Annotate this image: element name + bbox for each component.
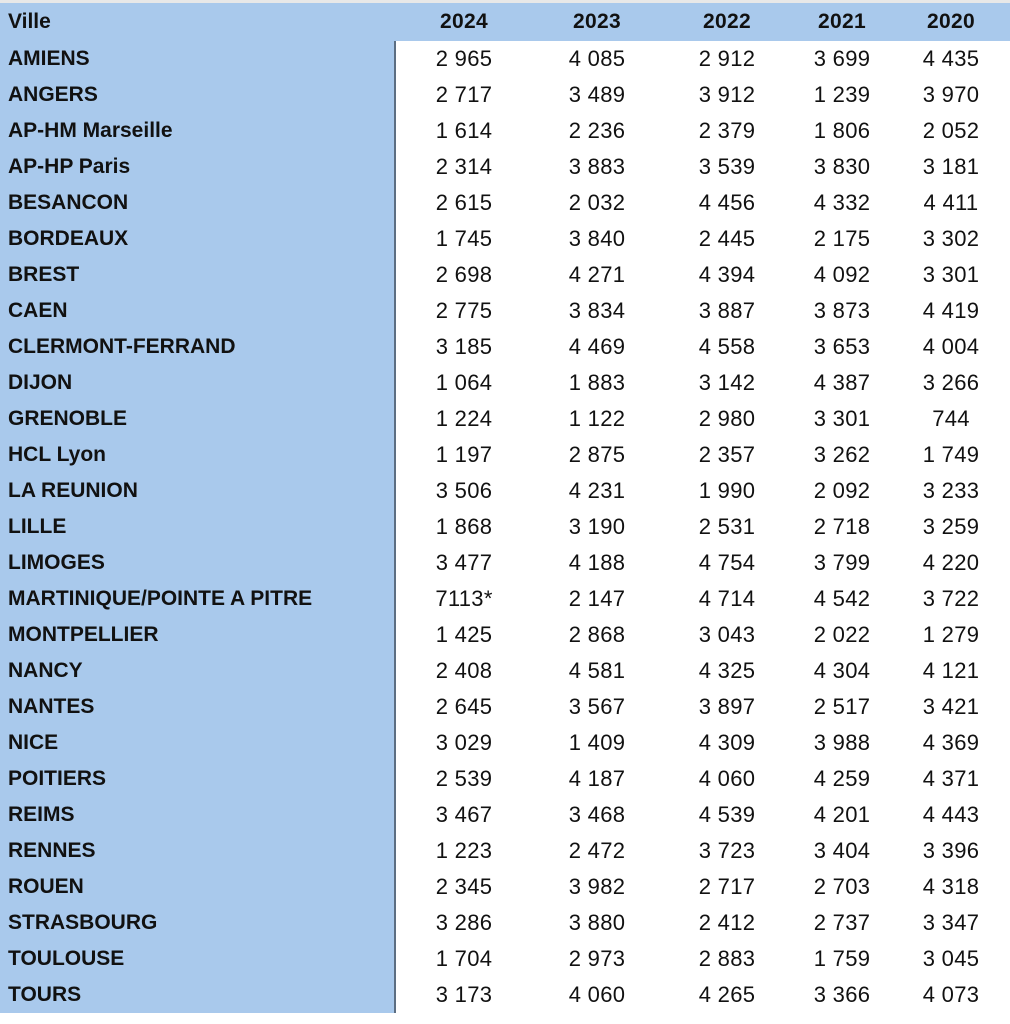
value-cell[interactable]: 1 239 bbox=[813, 82, 871, 107]
value-cell[interactable]: 3 722 bbox=[922, 586, 980, 611]
value-cell[interactable]: 2 357 bbox=[698, 442, 756, 467]
value-cell[interactable]: 2 703 bbox=[813, 874, 871, 899]
table-row bbox=[0, 401, 1010, 437]
city-cell[interactable]: BORDEAUX bbox=[0, 221, 396, 257]
value-cell[interactable]: 2 737 bbox=[813, 910, 871, 935]
value-cell[interactable]: 4 325 bbox=[698, 658, 756, 683]
value-cell[interactable]: 3 912 bbox=[698, 82, 756, 107]
value-cell[interactable]: 3 043 bbox=[698, 622, 756, 647]
value-cell[interactable]: 1 883 bbox=[568, 370, 626, 395]
value-cell[interactable]: 2 980 bbox=[698, 406, 756, 431]
value-cell[interactable]: 1 197 bbox=[435, 442, 493, 467]
city-cell[interactable]: AP-HM Marseille bbox=[0, 113, 396, 149]
value-cell[interactable]: 1 223 bbox=[435, 838, 493, 863]
value-cell[interactable]: 1 868 bbox=[435, 514, 493, 539]
city-cell[interactable]: STRASBOURG bbox=[0, 905, 396, 941]
table-row bbox=[0, 437, 1010, 473]
value-cell[interactable]: 4 060 bbox=[568, 982, 626, 1007]
value-cell[interactable]: 3 887 bbox=[698, 298, 756, 323]
value-cell[interactable]: 2 517 bbox=[813, 694, 871, 719]
value-cell[interactable]: 2 052 bbox=[922, 118, 980, 143]
value-cell[interactable]: 3 404 bbox=[813, 838, 871, 863]
value-cell[interactable]: 4 539 bbox=[698, 802, 756, 827]
value-cell[interactable]: 1 224 bbox=[435, 406, 493, 431]
table-row bbox=[0, 581, 1010, 617]
value-cell[interactable]: 2 965 bbox=[435, 46, 493, 71]
value-cell[interactable]: 2 868 bbox=[568, 622, 626, 647]
value-cell[interactable]: 4 332 bbox=[813, 190, 871, 215]
value-cell[interactable]: 744 bbox=[932, 406, 970, 431]
value-cell[interactable]: 4 188 bbox=[568, 550, 626, 575]
table-row bbox=[0, 689, 1010, 725]
table-row bbox=[0, 329, 1010, 365]
table-row bbox=[0, 473, 1010, 509]
value-cell[interactable]: 4 092 bbox=[813, 262, 871, 287]
table-row bbox=[0, 761, 1010, 797]
value-cell[interactable]: 3 982 bbox=[568, 874, 626, 899]
value-cell[interactable]: 2 539 bbox=[435, 766, 493, 791]
value-cell[interactable]: 2 718 bbox=[813, 514, 871, 539]
value-cell[interactable]: 3 181 bbox=[922, 154, 980, 179]
value-cell[interactable]: 4 304 bbox=[813, 658, 871, 683]
value-cell[interactable]: 3 286 bbox=[435, 910, 493, 935]
value-cell[interactable]: 4 259 bbox=[813, 766, 871, 791]
value-cell[interactable]: 3 880 bbox=[568, 910, 626, 935]
city-cell[interactable]: CAEN bbox=[0, 293, 396, 329]
value-cell[interactable]: 1 064 bbox=[435, 370, 493, 395]
value-cell[interactable]: 3 567 bbox=[568, 694, 626, 719]
value-cell[interactable]: 4 265 bbox=[698, 982, 756, 1007]
value-cell[interactable]: 3 699 bbox=[813, 46, 871, 71]
value-cell[interactable]: 4 121 bbox=[922, 658, 980, 683]
value-cell[interactable]: 3 840 bbox=[568, 226, 626, 251]
table-row bbox=[0, 293, 1010, 329]
city-cell[interactable]: TOULOUSE bbox=[0, 941, 396, 977]
table-row bbox=[0, 941, 1010, 977]
city-cell[interactable]: ROUEN bbox=[0, 869, 396, 905]
value-cell[interactable]: 2 717 bbox=[435, 82, 493, 107]
value-cell[interactable]: 3 883 bbox=[568, 154, 626, 179]
value-cell[interactable]: 2 412 bbox=[698, 910, 756, 935]
city-cell[interactable]: GRENOBLE bbox=[0, 401, 396, 437]
city-cell[interactable]: RENNES bbox=[0, 833, 396, 869]
value-cell[interactable]: 3 897 bbox=[698, 694, 756, 719]
value-cell[interactable]: 3 185 bbox=[435, 334, 493, 359]
value-cell[interactable]: 3 366 bbox=[813, 982, 871, 1007]
value-cell[interactable]: 4 411 bbox=[923, 190, 979, 215]
value-cell[interactable]: 4 369 bbox=[922, 730, 980, 755]
value-cell[interactable]: 1 749 bbox=[922, 442, 980, 467]
value-cell[interactable]: 4 073 bbox=[922, 982, 980, 1007]
value-cell[interactable]: 2 698 bbox=[435, 262, 493, 287]
value-cell[interactable]: 2 645 bbox=[435, 694, 493, 719]
value-cell[interactable]: 4 419 bbox=[922, 298, 980, 323]
value-cell[interactable]: 4 394 bbox=[698, 262, 756, 287]
header-year[interactable]: 2022 bbox=[703, 10, 751, 33]
table-row bbox=[0, 149, 1010, 185]
value-cell[interactable]: 3 467 bbox=[435, 802, 493, 827]
value-cell[interactable]: 3 266 bbox=[922, 370, 980, 395]
table-row bbox=[0, 869, 1010, 905]
value-cell[interactable]: 7113* bbox=[435, 586, 493, 611]
value-cell[interactable]: 2 472 bbox=[568, 838, 626, 863]
value-cell[interactable]: 4 581 bbox=[568, 658, 626, 683]
value-cell[interactable]: 1 806 bbox=[813, 118, 871, 143]
value-cell[interactable]: 3 396 bbox=[922, 838, 980, 863]
value-cell[interactable]: 4 271 bbox=[568, 262, 626, 287]
city-cell[interactable]: MARTINIQUE/POINTE A PITRE bbox=[0, 581, 396, 617]
value-cell[interactable]: 3 190 bbox=[568, 514, 626, 539]
value-cell[interactable]: 3 045 bbox=[922, 946, 980, 971]
table-row bbox=[0, 221, 1010, 257]
value-cell[interactable]: 2 032 bbox=[568, 190, 626, 215]
value-cell[interactable]: 2 175 bbox=[813, 226, 871, 251]
value-cell[interactable]: 3 477 bbox=[435, 550, 493, 575]
value-cell[interactable]: 4 542 bbox=[813, 586, 871, 611]
city-cell[interactable]: REIMS bbox=[0, 797, 396, 833]
value-cell[interactable]: 3 970 bbox=[922, 82, 980, 107]
value-cell[interactable]: 1 279 bbox=[922, 622, 980, 647]
value-cell[interactable]: 4 187 bbox=[568, 766, 626, 791]
value-cell[interactable]: 4 387 bbox=[813, 370, 871, 395]
city-cell[interactable]: LA REUNION bbox=[0, 473, 396, 509]
value-cell[interactable]: 1 614 bbox=[435, 118, 493, 143]
value-cell[interactable]: 2 022 bbox=[813, 622, 871, 647]
value-cell[interactable]: 3 259 bbox=[922, 514, 980, 539]
value-cell[interactable]: 2 445 bbox=[698, 226, 756, 251]
city-cell[interactable]: BESANCON bbox=[0, 185, 396, 221]
city-cell[interactable]: CLERMONT-FERRAND bbox=[0, 329, 396, 365]
value-cell[interactable]: 4 060 bbox=[698, 766, 756, 791]
value-cell[interactable]: 2 314 bbox=[435, 154, 493, 179]
city-cell[interactable]: AP-HP Paris bbox=[0, 149, 396, 185]
value-cell[interactable]: 1 745 bbox=[435, 226, 493, 251]
value-cell[interactable]: 2 345 bbox=[435, 874, 493, 899]
table-row bbox=[0, 833, 1010, 869]
value-cell[interactable]: 3 421 bbox=[922, 694, 980, 719]
table-row bbox=[0, 725, 1010, 761]
value-cell[interactable]: 4 469 bbox=[568, 334, 626, 359]
value-cell[interactable]: 3 302 bbox=[922, 226, 980, 251]
value-cell[interactable]: 3 468 bbox=[568, 802, 626, 827]
value-cell[interactable]: 4 309 bbox=[698, 730, 756, 755]
value-cell[interactable]: 3 142 bbox=[698, 370, 756, 395]
table-row bbox=[0, 113, 1010, 149]
value-cell[interactable]: 3 347 bbox=[922, 910, 980, 935]
value-cell[interactable]: 1 704 bbox=[435, 946, 493, 971]
value-cell[interactable]: 3 301 bbox=[813, 406, 871, 431]
table-row bbox=[0, 365, 1010, 401]
value-cell[interactable]: 2 408 bbox=[435, 658, 493, 683]
header-year[interactable]: 2020 bbox=[927, 10, 975, 33]
value-cell[interactable]: 3 799 bbox=[813, 550, 871, 575]
value-cell[interactable]: 4 558 bbox=[698, 334, 756, 359]
value-cell[interactable]: 2 379 bbox=[698, 118, 756, 143]
value-cell[interactable]: 3 262 bbox=[813, 442, 871, 467]
value-cell[interactable]: 2 912 bbox=[698, 46, 756, 71]
city-cell[interactable]: TOURS bbox=[0, 977, 396, 1013]
value-cell[interactable]: 4 371 bbox=[922, 766, 980, 791]
table-header-row bbox=[0, 3, 1010, 41]
value-cell[interactable]: 3 489 bbox=[568, 82, 626, 107]
value-cell[interactable]: 3 830 bbox=[813, 154, 871, 179]
table-row bbox=[0, 617, 1010, 653]
value-cell[interactable]: 2 717 bbox=[698, 874, 756, 899]
city-cell[interactable]: AMIENS bbox=[0, 41, 396, 77]
city-cell[interactable]: POITIERS bbox=[0, 761, 396, 797]
value-cell[interactable]: 4 231 bbox=[568, 478, 626, 503]
city-cell[interactable]: ANGERS bbox=[0, 77, 396, 113]
value-cell[interactable]: 1 425 bbox=[435, 622, 493, 647]
table-row bbox=[0, 653, 1010, 689]
city-cell[interactable]: LIMOGES bbox=[0, 545, 396, 581]
value-cell[interactable]: 3 834 bbox=[568, 298, 626, 323]
value-cell[interactable]: 4 004 bbox=[922, 334, 980, 359]
header-year[interactable]: 2023 bbox=[573, 10, 621, 33]
table-row bbox=[0, 797, 1010, 833]
header-year[interactable]: 2021 bbox=[818, 10, 866, 33]
value-cell[interactable]: 4 456 bbox=[698, 190, 756, 215]
city-cell[interactable]: NANTES bbox=[0, 689, 396, 725]
city-cell[interactable]: NICE bbox=[0, 725, 396, 761]
value-cell[interactable]: 2 615 bbox=[435, 190, 493, 215]
value-cell[interactable]: 4 201 bbox=[813, 802, 871, 827]
value-cell[interactable]: 4 714 bbox=[698, 586, 756, 611]
value-cell[interactable]: 2 092 bbox=[813, 478, 871, 503]
city-cell[interactable]: HCL Lyon bbox=[0, 437, 396, 473]
city-cell[interactable]: BREST bbox=[0, 257, 396, 293]
header-year[interactable]: 2024 bbox=[440, 10, 488, 33]
value-cell[interactable]: 4 220 bbox=[922, 550, 980, 575]
table-row bbox=[0, 977, 1010, 1013]
value-cell[interactable]: 2 147 bbox=[568, 586, 626, 611]
value-cell[interactable]: 3 539 bbox=[698, 154, 756, 179]
data-table bbox=[0, 3, 1010, 1013]
value-cell[interactable]: 3 029 bbox=[435, 730, 493, 755]
value-cell[interactable]: 4 318 bbox=[922, 874, 980, 899]
value-cell[interactable]: 2 875 bbox=[568, 442, 626, 467]
city-cell[interactable]: NANCY bbox=[0, 653, 396, 689]
value-cell[interactable]: 4 085 bbox=[568, 46, 626, 71]
city-cell[interactable]: DIJON bbox=[0, 365, 396, 401]
table-row bbox=[0, 257, 1010, 293]
value-cell[interactable]: 4 443 bbox=[922, 802, 980, 827]
value-cell[interactable]: 4 435 bbox=[922, 46, 980, 71]
value-cell[interactable]: 1 759 bbox=[813, 946, 871, 971]
value-cell[interactable]: 3 653 bbox=[813, 334, 871, 359]
header-ville[interactable]: Ville bbox=[0, 3, 396, 41]
value-cell[interactable]: 4 754 bbox=[698, 550, 756, 575]
value-cell[interactable]: 1 122 bbox=[568, 406, 626, 431]
city-cell[interactable]: LILLE bbox=[0, 509, 396, 545]
table-row bbox=[0, 509, 1010, 545]
table-row bbox=[0, 905, 1010, 941]
value-cell[interactable]: 2 973 bbox=[568, 946, 626, 971]
table-row bbox=[0, 77, 1010, 113]
table-row bbox=[0, 545, 1010, 581]
value-cell[interactable]: 3 723 bbox=[698, 838, 756, 863]
value-cell[interactable]: 3 173 bbox=[435, 982, 493, 1007]
city-cell[interactable]: MONTPELLIER bbox=[0, 617, 396, 653]
value-cell[interactable]: 2 236 bbox=[568, 118, 626, 143]
value-cell[interactable]: 3 506 bbox=[435, 478, 493, 503]
value-cell[interactable]: 3 301 bbox=[922, 262, 980, 287]
value-cell[interactable]: 2 775 bbox=[435, 298, 493, 323]
value-cell[interactable]: 3 233 bbox=[922, 478, 980, 503]
value-cell[interactable]: 1 409 bbox=[568, 730, 626, 755]
table-row bbox=[0, 185, 1010, 221]
value-cell[interactable]: 3 988 bbox=[813, 730, 871, 755]
value-cell[interactable]: 3 873 bbox=[813, 298, 871, 323]
table-row bbox=[0, 41, 1010, 77]
value-cell[interactable]: 2 531 bbox=[698, 514, 756, 539]
value-cell[interactable]: 1 990 bbox=[698, 478, 756, 503]
value-cell[interactable]: 2 883 bbox=[698, 946, 756, 971]
